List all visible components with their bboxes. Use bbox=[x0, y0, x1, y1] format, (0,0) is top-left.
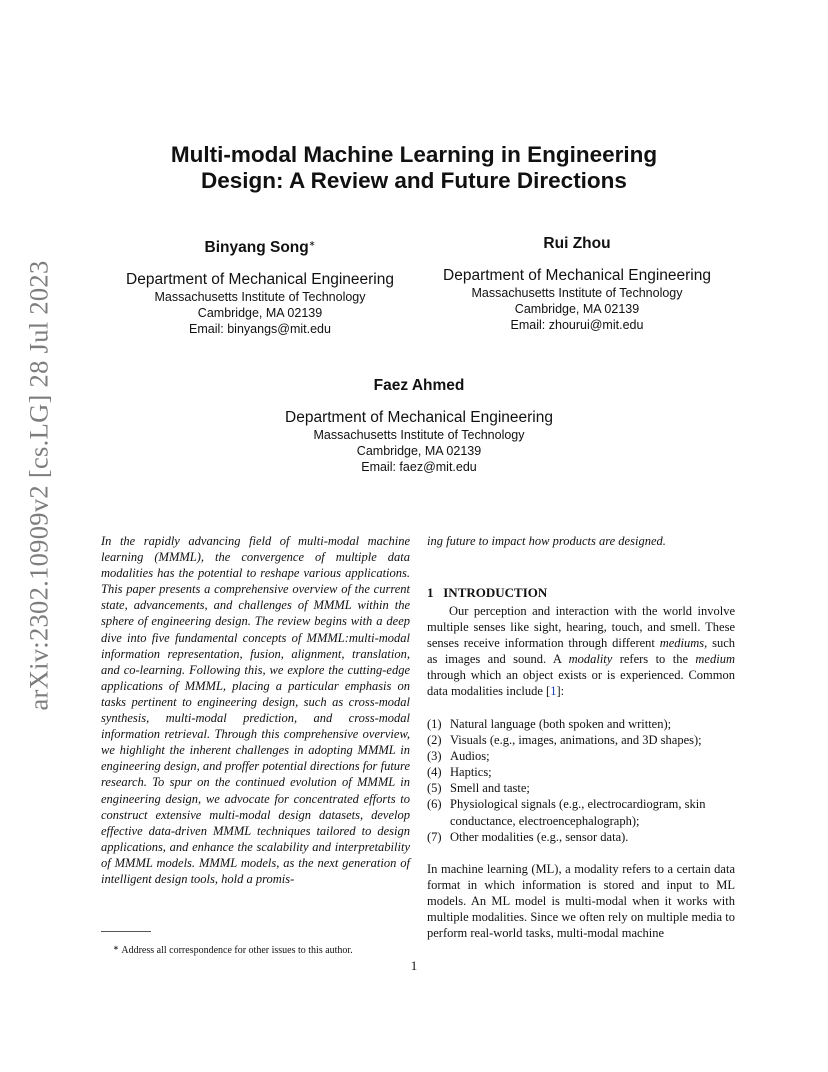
author-institute: Massachusetts Institute of Technology bbox=[154, 290, 366, 304]
author-city: Cambridge, MA 02139 bbox=[514, 302, 640, 316]
author-institute: Massachusetts Institute of Technology bbox=[471, 286, 683, 300]
footnote-text: Address all correspondence for other issues to this author. bbox=[121, 945, 353, 956]
list-item: (6) Physiological signals (e.g., electrocardiogram, skin conductance, electroencephalograph); bbox=[427, 797, 706, 828]
citation-link[interactable]: 1 bbox=[550, 684, 557, 699]
author-block-song bbox=[110, 235, 410, 337]
author-institute: Massachusetts Institute of Technology bbox=[313, 428, 525, 442]
list-item: (3) Audios; bbox=[427, 749, 490, 764]
author-name: Rui Zhou bbox=[543, 235, 611, 252]
list-item: (5) Smell and taste; bbox=[427, 781, 530, 796]
author-block-zhou bbox=[427, 235, 727, 333]
section-number: 1 bbox=[427, 585, 434, 600]
intro-paragraph-2: In machine learning (ML), a modality refers to a certain data format in which information is stored and input to ML models. An ML model is multi-modal when it works with multiple modalities. Since we often rely on multiple media to perform real-world tasks, multi-modal machine bbox=[427, 862, 735, 941]
footnote-mark: ∗ bbox=[113, 944, 119, 952]
corresponding-mark: ∗ bbox=[308, 239, 316, 248]
author-email: Email: zhourui@mit.edu bbox=[510, 318, 644, 332]
title-line-1: Multi-modal Machine Learning in Engineering bbox=[170, 142, 658, 167]
modality-list bbox=[427, 716, 735, 845]
section-title: INTRODUCTION bbox=[443, 585, 548, 600]
author-dept: Department of Mechanical Engineering bbox=[126, 271, 394, 288]
author-email: Email: binyangs@mit.edu bbox=[189, 322, 331, 336]
paper-title bbox=[100, 142, 728, 194]
list-item: (4) Haptics; bbox=[427, 765, 492, 780]
list-item: (1) Natural language (both spoken and written); bbox=[427, 717, 672, 731]
abstract-continuation-block bbox=[427, 533, 735, 549]
intro-paragraph-1: Our perception and interaction with the world involve multiple senses like sight, hearing, touch, and smell. These senses receive information through different mediums, such as images and sound. A modality refers to the medium through which an object exists or is experienced. Common data modalities include [1]: bbox=[427, 604, 735, 699]
footnote-rule bbox=[101, 931, 151, 932]
author-city: Cambridge, MA 02139 bbox=[356, 444, 482, 458]
list-item: (7) Other modalities (e.g., sensor data). bbox=[427, 829, 629, 844]
abstract-continuation: ing future to impact how products are designed. bbox=[427, 534, 666, 548]
author-email: Email: faez@mit.edu bbox=[361, 460, 477, 474]
page-number: 1 bbox=[410, 958, 418, 973]
list-item: (2) Visuals (e.g., images, animations, and 3D shapes); bbox=[427, 733, 702, 748]
arxiv-stamp-text: arXiv:2302.10909v2 [cs.LG] 28 Jul 2023 bbox=[23, 259, 54, 711]
author-name: Binyang Song∗ bbox=[204, 239, 316, 256]
abstract: In the rapidly advancing field of multi-modal machine learning (MMML), the convergence of multiple data modalities has the potential to reshape various applications. This paper presents a comprehensive overview of the current state, advancements, and challenges of MMML within the sphere of engineering design. The review begins with a deep dive into five fundamental concepts of MMML:multi-modal information representation, fusion, alignment, translation, and co-learning. Following this, we explore the cutting-edge applications of MMML, placing a particular emphasis on tasks pertinent to engineering design, such as cross-modal synthesis, multi-modal prediction, and cross-modal information retrieval. Through this comprehensive overview, we highlight the inherent challenges in adopting MMML in engineering design, and proffer potential directions for future research. To spur on the continued evolution of MMML in engineering design, we advocate for concentrated efforts to construct extensive multi-modal design datasets, develop effective data-driven MMML techniques tailored to design applications, and enhance the scalability and interpretability of MMML models. MMML models, as the next generation of intelligent design tools, hold a promis- bbox=[101, 534, 410, 886]
author-block-ahmed bbox=[269, 377, 569, 475]
author-dept: Department of Mechanical Engineering bbox=[443, 267, 711, 284]
author-dept: Department of Mechanical Engineering bbox=[285, 409, 553, 426]
section-heading bbox=[427, 585, 547, 601]
footnote bbox=[113, 942, 353, 957]
arxiv-stamp bbox=[22, 259, 56, 711]
title-line-2: Design: A Review and Future Directions bbox=[201, 168, 627, 193]
author-city: Cambridge, MA 02139 bbox=[197, 306, 323, 320]
author-name: Faez Ahmed bbox=[373, 377, 465, 394]
